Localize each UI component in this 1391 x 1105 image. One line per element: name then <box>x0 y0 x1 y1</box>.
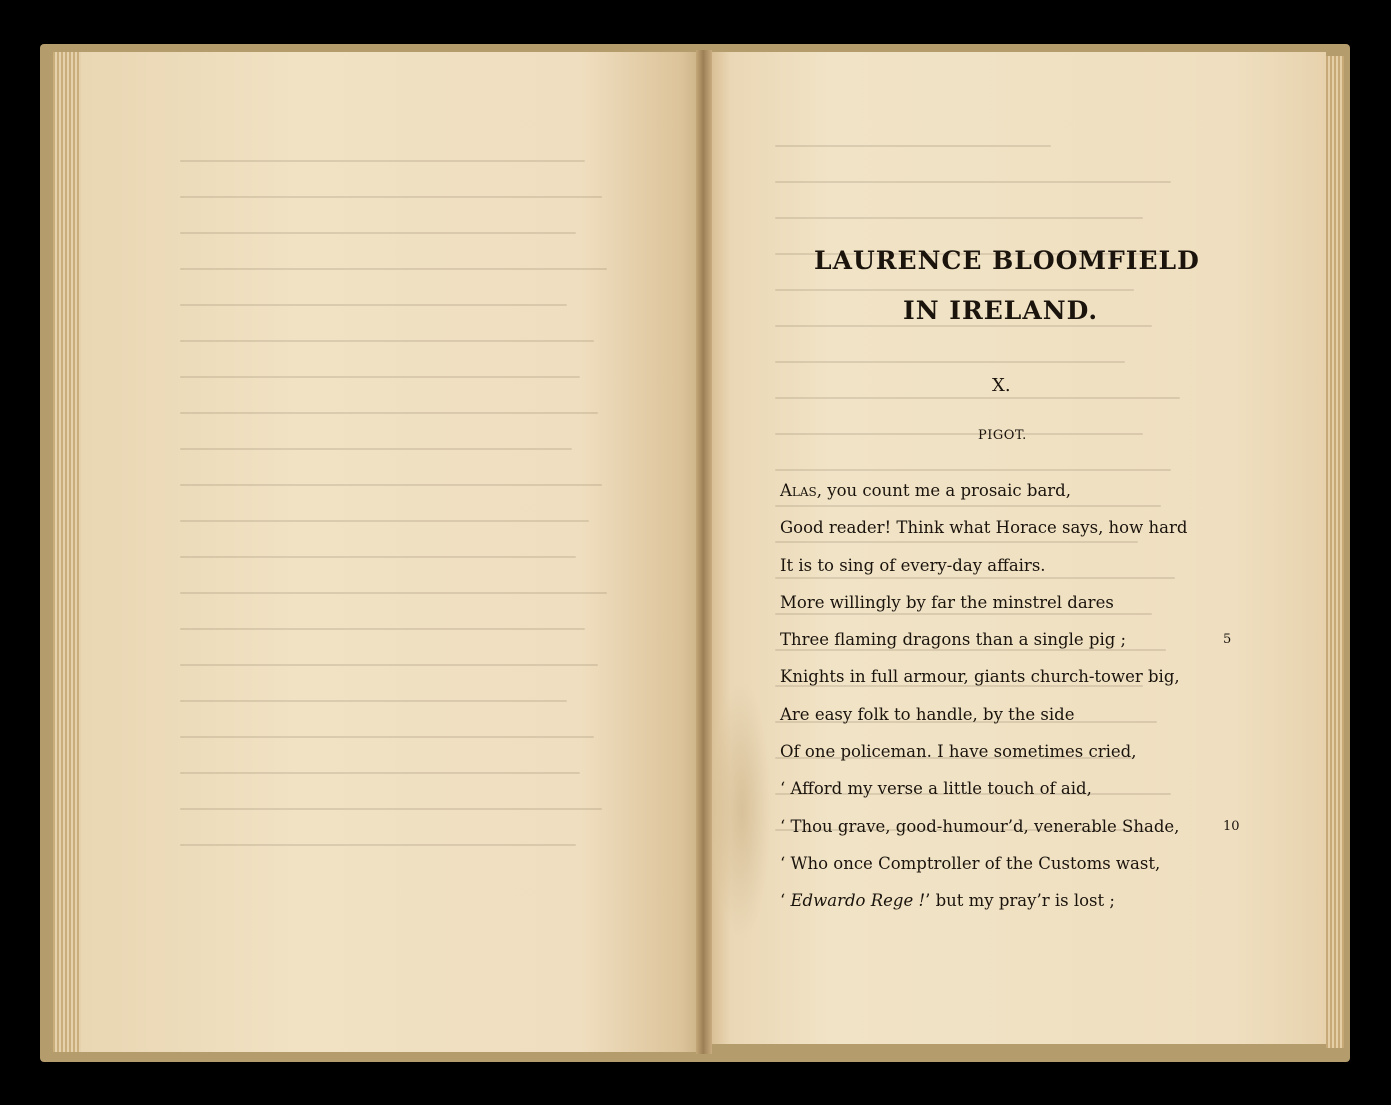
verse-line <box>780 551 1250 588</box>
verse-line <box>780 476 1250 513</box>
line-number: 10 <box>1223 818 1240 834</box>
book-gutter <box>696 50 712 1054</box>
verse-text: ‘ Afford my verse a little touch of aid, <box>780 779 1092 799</box>
verse-line <box>780 812 1250 849</box>
verse-text: Knights in full armour, giants church-tower big, <box>780 667 1180 687</box>
verse-line <box>780 662 1250 699</box>
verse-line <box>780 774 1250 811</box>
verse-text: ‘ Who once Comptroller of the Customs wast, <box>780 853 1161 873</box>
verse-line <box>780 513 1250 550</box>
bleed-through-left <box>180 160 620 900</box>
verse-line <box>780 588 1250 625</box>
verse-line <box>780 625 1250 662</box>
verse-text: Are easy folk to handle, by the side <box>780 704 1075 724</box>
verse-text: ‘ <box>780 891 791 911</box>
verse-text: , you count me a prosaic bard, <box>816 481 1071 500</box>
verse-text: More willingly by far the minstrel dares <box>780 592 1114 612</box>
title-line-1: LAURENCE BLOOMFIELD <box>814 246 1200 275</box>
verse-line <box>780 886 1250 923</box>
verse-line <box>780 849 1250 886</box>
verse-text: ‘ Thou grave, good-humour’d, venerable Shade, <box>780 816 1180 836</box>
chapter-subtitle: PIGOT. <box>978 428 1027 443</box>
verse-block <box>780 476 1250 924</box>
verse-italic-text: Edwardo Rege ! <box>790 891 926 911</box>
verse-line <box>780 737 1250 774</box>
verse-text: ’ but my pray’r is lost ; <box>925 891 1115 911</box>
verse-text: Good reader! Think what Horace says, how hard <box>780 518 1188 538</box>
verse-line <box>780 700 1250 737</box>
title-line-2: IN IRELAND. <box>903 296 1099 325</box>
chapter-number: X. <box>992 375 1011 396</box>
verse-text: It is to sing of every-day affairs. <box>780 555 1046 575</box>
verse-text: Of one policeman. I have sometimes cried, <box>780 742 1137 762</box>
verse-lead-word: Alas <box>780 481 817 500</box>
verse-text: Three flaming dragons than a single pig ; <box>780 630 1127 650</box>
line-number: 5 <box>1223 632 1232 648</box>
paper-stain <box>712 680 772 940</box>
